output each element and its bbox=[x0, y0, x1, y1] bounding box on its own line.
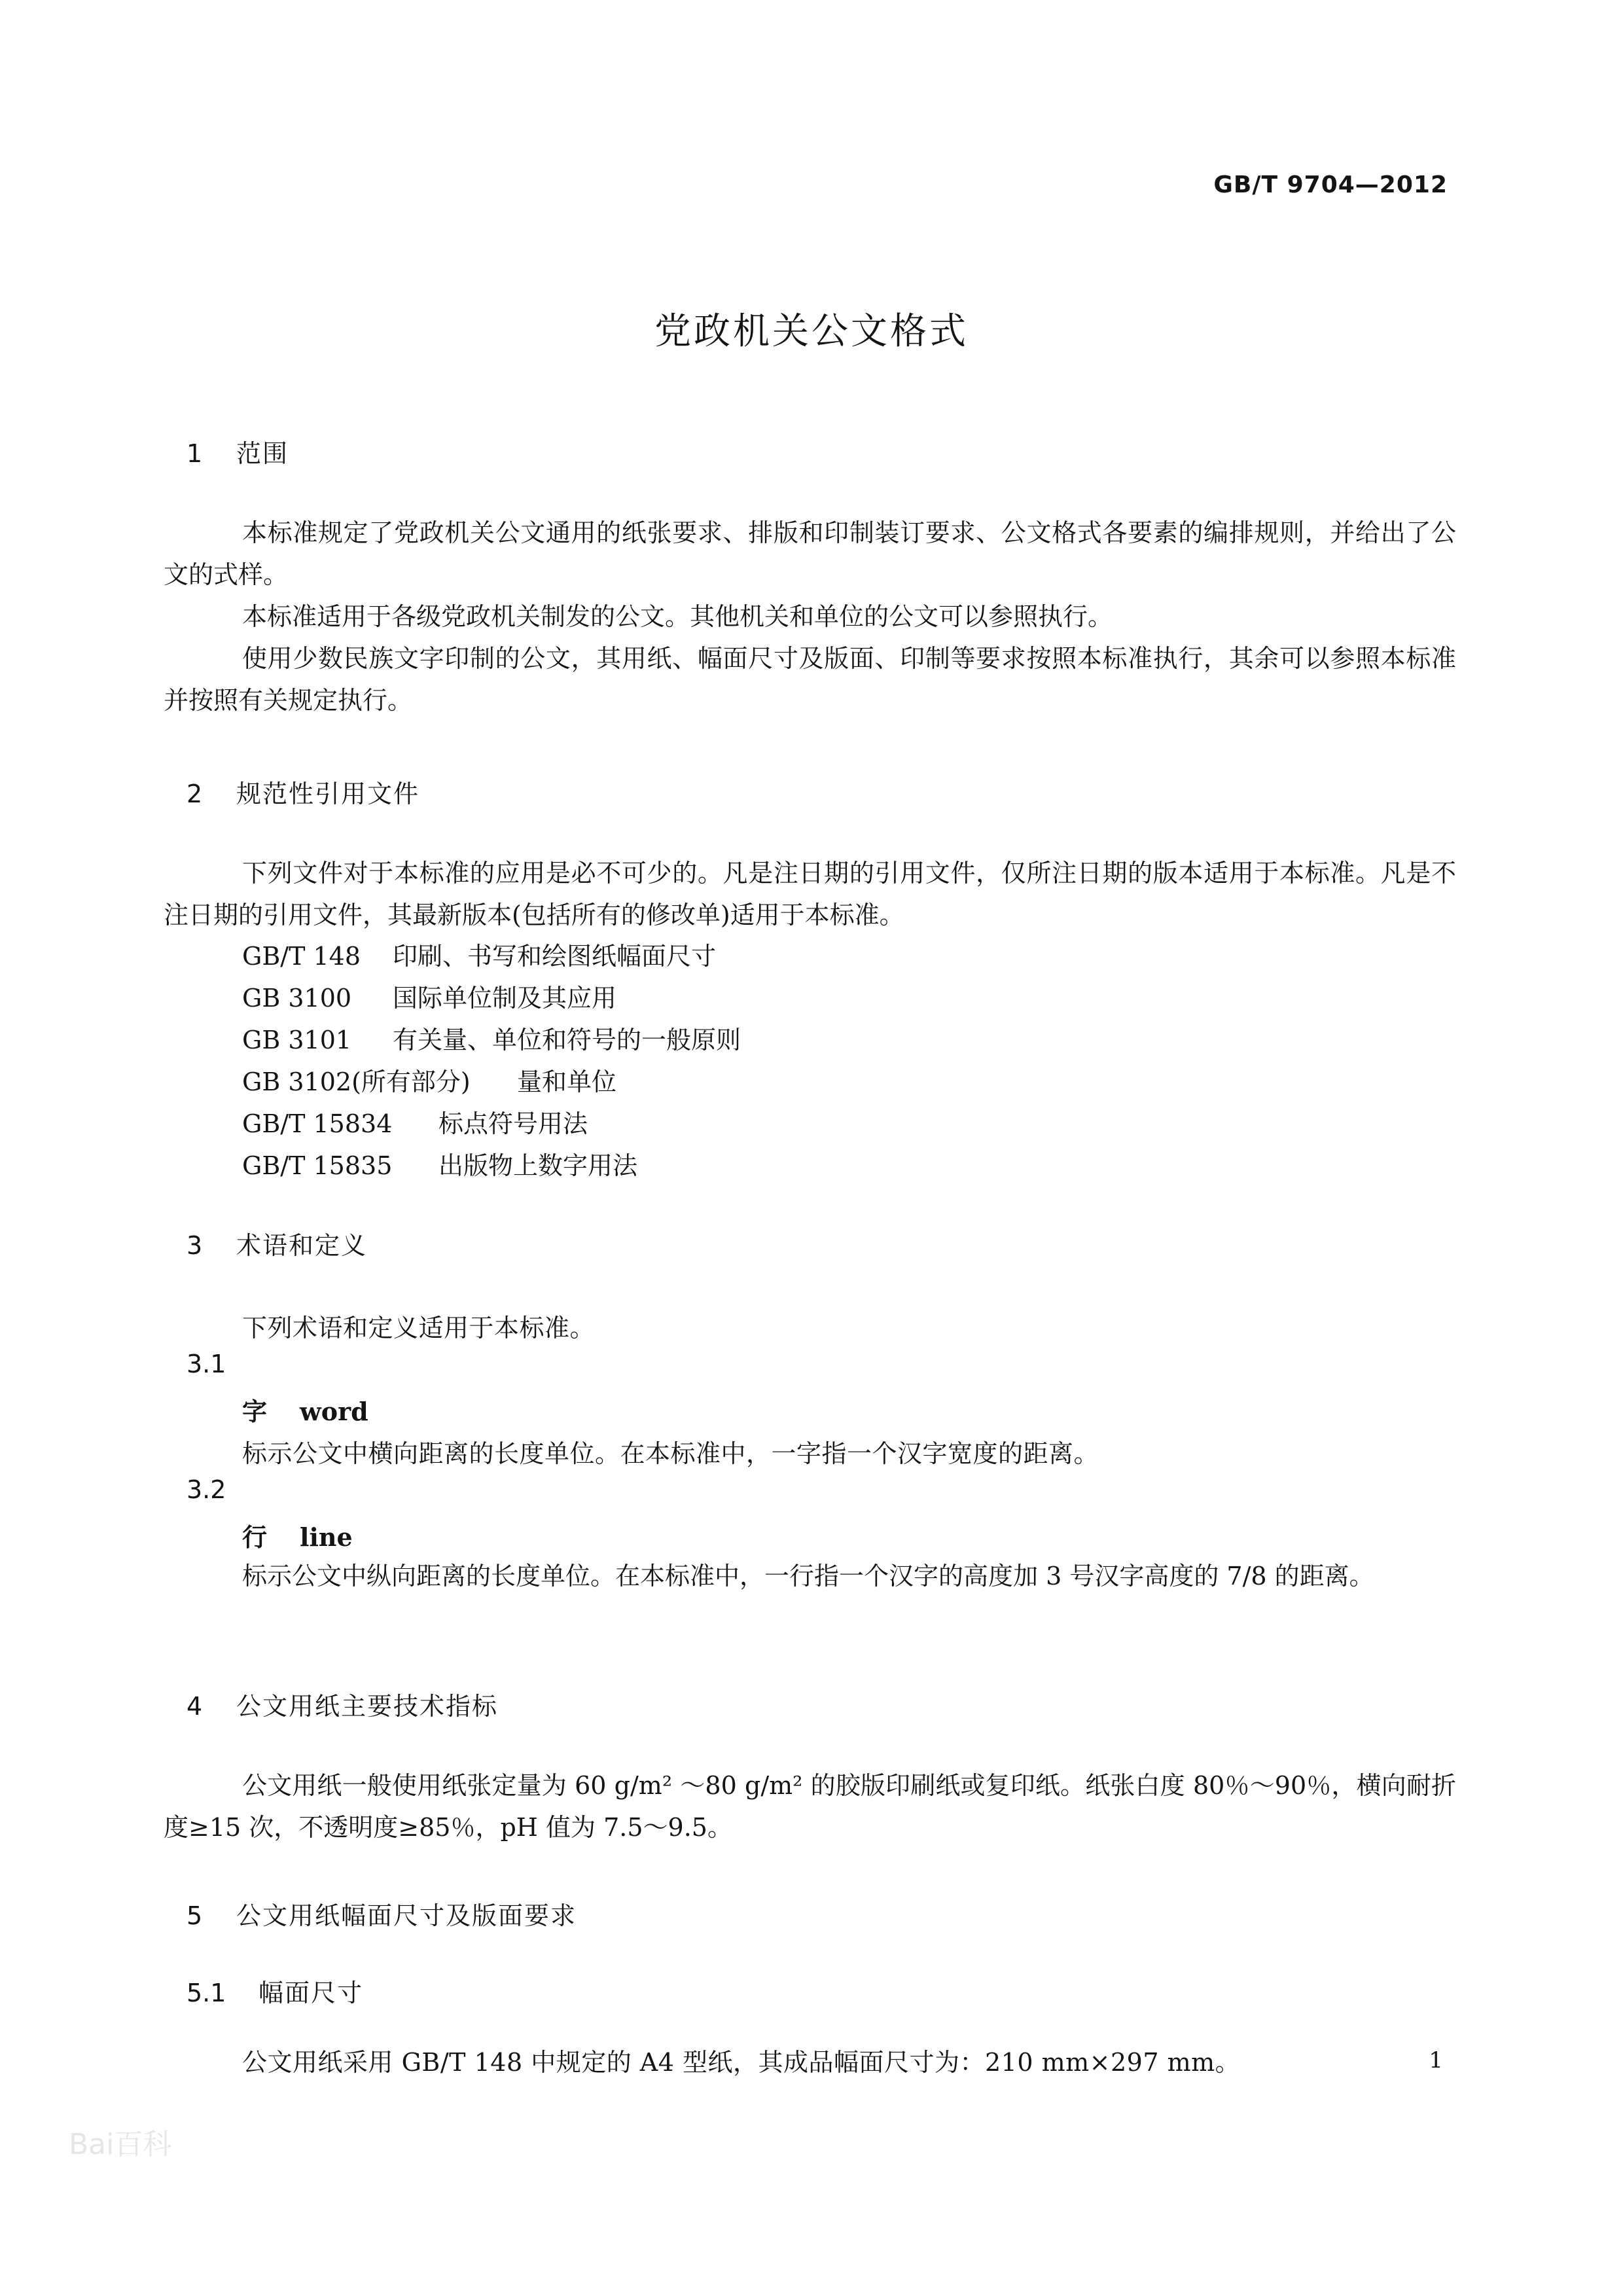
paragraph: 本标准适用于各级党政机关制发的公文。其他机关和单位的公文可以参照执行。 bbox=[242, 602, 1113, 631]
term-heading bbox=[242, 1391, 368, 1427]
section-title: 规范性引用文件 bbox=[236, 780, 420, 808]
reference-item bbox=[242, 1020, 741, 1056]
subsection-number: 5.1 bbox=[187, 1979, 226, 2007]
subsection-title: 幅面尺寸 bbox=[259, 1979, 364, 2007]
reference-title: 印刷、书写和绘图纸幅面尺寸 bbox=[393, 942, 717, 971]
paragraph: 下列文件对于本标准的应用是必不可少的。凡是注日期的引用文件，仅所注日期的版本适用于本标准。凡是不注日期的引用文件，其最新版本(包括所有的修改单)适用于本标准。 bbox=[164, 859, 1456, 929]
term-zh: 行 bbox=[242, 1523, 268, 1552]
term-definition bbox=[164, 1555, 1456, 1597]
reference-item bbox=[242, 1103, 588, 1139]
document-title: 党政机关公文格式 bbox=[654, 310, 969, 353]
term-definition: 标示公文中横向距离的长度单位。在本标准中，一字指一个汉字宽度的距离。 bbox=[242, 1439, 1099, 1468]
section-title: 公文用纸幅面尺寸及版面要求 bbox=[236, 1901, 577, 1930]
page-number: 1 bbox=[1429, 2047, 1443, 2073]
subsection-5-1-heading bbox=[187, 1973, 363, 2009]
section-4-body bbox=[164, 1765, 1456, 1848]
reference-code: GB/T 15834 bbox=[242, 1109, 393, 1138]
watermark: Bai百科 bbox=[69, 2128, 172, 2161]
section-4-heading bbox=[187, 1686, 498, 1722]
section-number: 4 bbox=[187, 1692, 203, 1721]
section-2-body bbox=[164, 852, 1456, 936]
paragraph: 公文用纸一般使用纸张定量为 60 g/m² ～80 g/m² 的胶版印刷纸或复印纸。纸张白度 80％～90％，横向耐折度≥15 次，不透明度≥85％，pH 值为 7.5～9.5。 bbox=[164, 1771, 1456, 1842]
subsection-5-1-body: 公文用纸采用 GB/T 148 中规定的 A4 型纸，其成品幅面尺寸为：210 mm×297 mm。 bbox=[242, 2048, 1241, 2077]
section-title: 术语和定义 bbox=[236, 1231, 368, 1260]
reference-item bbox=[242, 1145, 637, 1181]
term-zh: 字 bbox=[242, 1397, 268, 1426]
reference-item bbox=[242, 978, 616, 1014]
section-title: 公文用纸主要技术指标 bbox=[236, 1692, 499, 1721]
section-3-heading bbox=[187, 1225, 367, 1261]
reference-code: GB 3100 bbox=[242, 984, 352, 1013]
reference-code: GB 3101 bbox=[242, 1026, 352, 1054]
section-1-body bbox=[164, 512, 1456, 721]
section-number: 3 bbox=[187, 1231, 203, 1260]
paragraph: 本标准规定了党政机关公文通用的纸张要求、排版和印制装订要求、公文格式各要素的编排规则，并给出了公文的式样。 bbox=[164, 518, 1456, 589]
section-1-heading bbox=[187, 433, 289, 469]
term-en: word bbox=[300, 1397, 368, 1426]
reference-item bbox=[242, 1062, 616, 1098]
reference-title: 有关量、单位和符号的一般原则 bbox=[393, 1026, 741, 1054]
section-number: 5 bbox=[187, 1901, 203, 1930]
standard-number: GB/T 9704—2012 bbox=[1213, 171, 1448, 198]
term-en: line bbox=[300, 1522, 353, 1552]
reference-code: GB 3102(所有部分) bbox=[242, 1067, 471, 1096]
reference-title: 量和单位 bbox=[517, 1067, 617, 1096]
reference-title: 国际单位制及其应用 bbox=[393, 984, 617, 1013]
section-number: 1 bbox=[187, 439, 203, 468]
reference-title: 出版物上数字用法 bbox=[438, 1151, 638, 1180]
section-number: 2 bbox=[187, 780, 203, 808]
reference-item bbox=[242, 936, 716, 972]
term-number: 3.2 bbox=[187, 1475, 226, 1504]
reference-code: GB/T 148 bbox=[242, 942, 361, 971]
section-5-heading bbox=[187, 1895, 577, 1931]
paragraph: 标示公文中纵向距离的长度单位。在本标准中，一行指一个汉字的高度加 3 号汉字高度的 7/8 的距离。 bbox=[242, 1562, 1374, 1590]
paragraph: 使用少数民族文字印制的公文，其用纸、幅面尺寸及版面、印制等要求按照本标准执行，其余可以参照本标准并按照有关规定执行。 bbox=[164, 644, 1456, 715]
term-heading bbox=[242, 1517, 353, 1553]
section-2-heading bbox=[187, 774, 419, 810]
section-title: 范围 bbox=[236, 439, 289, 468]
term-number: 3.1 bbox=[187, 1350, 226, 1378]
reference-title: 标点符号用法 bbox=[438, 1109, 588, 1138]
section-3-intro: 下列术语和定义适用于本标准。 bbox=[242, 1314, 596, 1342]
reference-code: GB/T 15835 bbox=[242, 1151, 393, 1180]
